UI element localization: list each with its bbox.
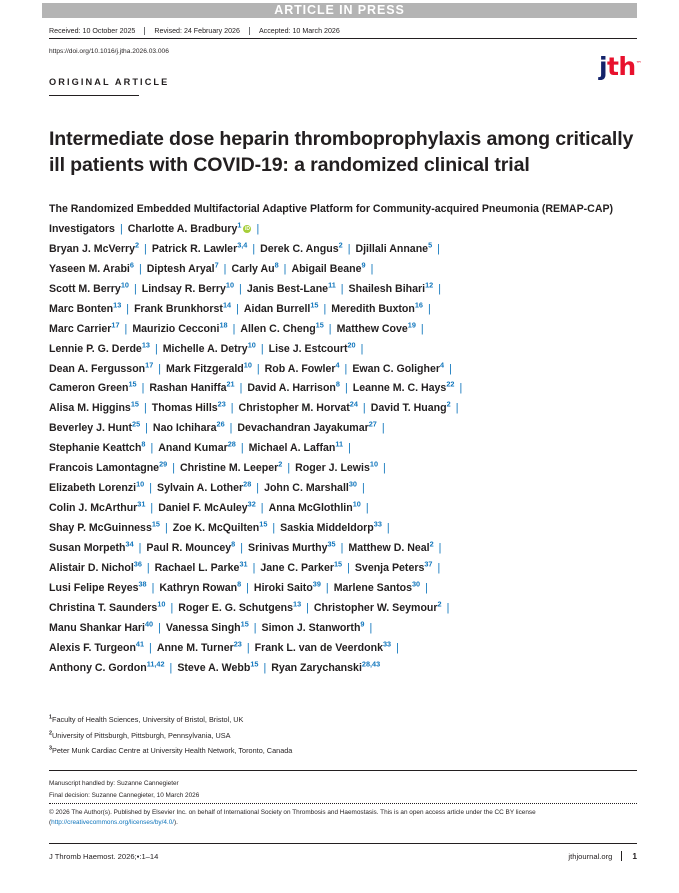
author-affiliation-marker: 36	[133, 559, 142, 569]
author-separator: |	[455, 402, 459, 415]
author-name: Rashan Haniffa	[149, 382, 227, 395]
author-affiliation-marker: 13	[113, 300, 122, 310]
author-separator: |	[229, 422, 233, 435]
author-name: Dean A. Fergusson	[49, 362, 146, 375]
author-line	[49, 619, 654, 639]
author-affiliation-marker: 25	[132, 419, 141, 429]
author-separator: |	[283, 262, 287, 275]
author-line	[49, 360, 654, 380]
author-separator: |	[158, 362, 162, 375]
author-name: David A. Harrison	[247, 382, 336, 395]
logo-j: j	[599, 52, 608, 81]
author-separator: |	[347, 242, 351, 255]
author-separator: |	[459, 382, 463, 395]
author-name: Alexis F. Turgeon	[49, 641, 136, 654]
author-separator: |	[386, 522, 390, 534]
author-affiliation-marker: 31	[137, 499, 146, 509]
author-separator: |	[223, 262, 227, 275]
author-separator: |	[246, 641, 250, 654]
kicker-divider	[49, 95, 139, 96]
author-name: Susan Morpeth	[49, 541, 126, 554]
author-name: Frank L. van de Veerdonk	[254, 641, 383, 654]
author-name: Simon J. Stanworth	[261, 621, 361, 634]
author-separator: |	[362, 402, 366, 415]
author-separator: |	[150, 502, 154, 515]
author-name: Bryan J. McVerry	[49, 242, 135, 255]
author-affiliation-marker: 28,43	[361, 659, 381, 669]
license-prefix: license (	[49, 809, 536, 827]
author-name: Shailesh Bihari	[348, 282, 426, 295]
author-affiliation-marker: 3,4	[237, 240, 248, 250]
author-line	[49, 599, 654, 619]
author-affiliation-marker: 10	[352, 499, 361, 509]
author-name: Colin J. McArthur	[49, 502, 138, 515]
author-separator: |	[347, 561, 350, 574]
author-affiliation-marker: 2	[446, 399, 451, 409]
author-separator: |	[340, 541, 344, 554]
author-separator: |	[272, 522, 276, 534]
author-separator: |	[239, 382, 243, 395]
affiliation-item	[49, 728, 639, 744]
author-line	[49, 399, 654, 419]
author-affiliation-marker: 15	[315, 320, 324, 330]
author-affiliation-marker: 17	[145, 359, 154, 369]
author-name: Marlene Santos	[333, 581, 412, 594]
affiliation-marker: 1	[49, 714, 52, 721]
author-separator: |	[252, 242, 256, 255]
author-separator: |	[420, 322, 424, 335]
author-separator: |	[239, 282, 242, 295]
author-separator: |	[438, 541, 442, 554]
author-line	[49, 539, 654, 559]
author-separator: |	[138, 262, 142, 275]
author-separator: |	[425, 581, 428, 594]
author-separator: |	[246, 581, 249, 594]
author-separator: |	[348, 442, 351, 455]
author-name: Srinivas Murthy	[248, 541, 328, 554]
author-affiliation-marker: 11	[335, 439, 344, 449]
footer-divider	[49, 843, 637, 844]
author-separator: |	[149, 482, 153, 495]
author-line	[49, 459, 654, 479]
author-separator: |	[240, 442, 244, 455]
copyright-notice	[49, 808, 639, 829]
page-title: Intermediate dose heparin thromboprophylaxis among critically ill patients with COVID-19: a randomized clinical trial	[49, 128, 634, 177]
author-name: Manu Shankar Hari	[49, 621, 145, 634]
author-affiliation-marker: 28	[227, 439, 236, 449]
author-affiliation-marker: 21	[226, 379, 235, 389]
author-separator: |	[172, 462, 175, 475]
author-separator: |	[149, 641, 152, 654]
author-affiliation-marker: 15	[333, 559, 343, 569]
author-separator: |	[138, 541, 142, 554]
author-affiliation-marker: 15	[240, 619, 249, 629]
author-separator: |	[232, 322, 236, 335]
author-affiliation-marker: 10	[120, 280, 129, 290]
author-affiliation-marker: 28	[243, 479, 252, 489]
author-affiliation-marker: 29	[159, 459, 168, 469]
author-affiliation-marker: 15	[128, 379, 137, 389]
author-separator: |	[263, 661, 267, 674]
jth-journal-logo[interactable]	[599, 54, 641, 79]
author-name: Lusi Felipe Reyes	[49, 581, 139, 594]
author-line	[49, 659, 654, 679]
author-affiliation-marker: 14	[222, 300, 232, 310]
author-name: Saskia Middeldorp	[280, 522, 374, 534]
author-name: Nao Ichihara	[152, 422, 217, 435]
author-name: Thomas Hills	[151, 402, 218, 415]
accepted-date: Accepted: 10 March 2026	[249, 27, 349, 35]
author-affiliation-marker: 30	[348, 479, 357, 489]
author-separator: |	[252, 561, 256, 574]
article-in-press-banner: ARTICLE IN PRESS	[42, 3, 637, 18]
footer-right-group	[568, 851, 637, 861]
author-affiliation-marker: 23	[217, 399, 226, 409]
author-name: Lennie P. G. Derde	[49, 342, 142, 355]
author-name: Aidan Burrell	[243, 302, 311, 315]
author-separator: |	[328, 322, 332, 335]
author-name: Patrick R. Lawler	[151, 242, 238, 255]
author-affiliation-marker: 18	[219, 320, 228, 330]
affiliation-text: Peter Munk Cardiac Centre at University Health Network, Toronto, Canada	[52, 746, 293, 756]
article-type-label: ORIGINAL ARTICLE	[49, 77, 170, 87]
author-affiliation-marker: 16	[414, 300, 423, 310]
author-affiliation-marker: 30	[412, 579, 421, 589]
author-affiliation-marker: 13	[293, 599, 302, 609]
author-affiliation-marker: 8	[335, 379, 340, 389]
author-name: Anthony C. Gordon	[49, 661, 147, 674]
author-name: Kathryn Rowan	[159, 581, 238, 594]
author-name: Francois Lamontagne	[49, 462, 160, 475]
author-affiliation-marker: 1	[237, 220, 242, 230]
author-name: Paul R. Mouncey	[146, 541, 232, 554]
author-affiliation-marker: 15	[259, 519, 268, 529]
author-affiliation-marker: 12	[425, 280, 434, 290]
author-affiliation-marker: 2	[278, 459, 283, 469]
author-affiliation-marker: 39	[312, 579, 321, 589]
affiliation-marker: 2	[49, 730, 52, 737]
logo-th: th	[607, 52, 636, 81]
author-name: Anna McGlothlin	[268, 502, 353, 515]
author-affiliation-marker: 35	[327, 539, 336, 549]
author-name: Alistair D. Nichol	[49, 561, 134, 574]
author-separator: |	[446, 601, 450, 614]
author-name: Rachael L. Parke	[154, 561, 240, 574]
author-name: Janis Best-Lane	[246, 282, 329, 295]
author-name: Christina T. Saunders	[49, 601, 158, 614]
author-affiliation-marker: 23	[233, 639, 242, 649]
author-separator: |	[369, 621, 373, 634]
author-affiliation-marker: 33	[382, 639, 392, 649]
author-name: Elizabeth Lorenzi	[49, 482, 137, 495]
author-name: David T. Huang	[370, 402, 447, 415]
author-affiliation-marker: 38	[138, 579, 147, 589]
author-separator: |	[143, 402, 147, 415]
author-separator: |	[360, 342, 364, 355]
author-line	[49, 439, 654, 459]
author-affiliation-marker: 20	[347, 340, 356, 350]
author-line	[49, 519, 654, 539]
author-name: Derek C. Angus	[260, 242, 339, 255]
author-separator: |	[287, 462, 291, 475]
author-separator: |	[344, 382, 348, 395]
author-affiliation-marker: 41	[135, 639, 145, 649]
author-separator: |	[146, 561, 150, 574]
author-line	[49, 579, 654, 599]
editorial-notes	[49, 778, 637, 801]
author-name: Vanessa Singh	[165, 621, 241, 634]
author-name: Lindsay R. Berry	[141, 282, 226, 295]
author-name: Mark Fitzgerald	[166, 362, 244, 375]
author-line	[49, 280, 654, 300]
author-affiliation-marker: 13	[141, 340, 150, 350]
author-affiliation-marker: 10	[369, 459, 379, 469]
author-separator: |	[164, 522, 168, 534]
author-affiliation-marker: 8	[274, 260, 279, 270]
author-separator: |	[260, 502, 264, 515]
license-suffix: ).	[174, 819, 178, 827]
author-group-line	[49, 200, 619, 240]
author-separator: |	[323, 302, 327, 315]
author-line	[49, 240, 654, 260]
affiliation-text: Faculty of Health Sciences, University of Bristol, Bristol, UK	[52, 715, 244, 724]
author-name: Roger J. Lewis	[295, 462, 370, 475]
author-affiliation-marker: 32	[247, 499, 256, 509]
author-name: Allen C. Cheng	[240, 322, 316, 335]
author-name: Ryan Zarychanski	[271, 661, 362, 674]
author-affiliation-marker: 11	[328, 280, 336, 290]
author-affiliation-marker: 15	[250, 659, 259, 669]
author-affiliation-marker: 27	[368, 419, 377, 429]
author-separator: |	[141, 382, 145, 395]
author-name: Matthew D. Neal	[348, 541, 430, 554]
author-separator: |	[370, 262, 374, 275]
author-separator: |	[240, 541, 243, 554]
author-affiliation-marker: 10	[243, 359, 252, 369]
doi-link[interactable]: https://doi.org/10.1016/j.jtha.2026.03.006	[49, 48, 169, 55]
author-separator: |	[256, 482, 260, 495]
author-line	[49, 340, 654, 360]
author-separator: |	[169, 661, 173, 674]
author-name: Shay P. McGuinness	[49, 522, 152, 534]
author-affiliation-marker: 4	[440, 359, 445, 369]
author-affiliation-marker: 2	[338, 240, 343, 250]
author-affiliation-marker: 10	[247, 340, 256, 350]
author-separator: |	[230, 402, 234, 415]
author-affiliation-marker: 31	[239, 559, 248, 569]
author-affiliation-marker: 9	[361, 260, 366, 270]
author-separator: |	[253, 621, 257, 634]
author-separator: |	[437, 561, 441, 574]
author-separator: |	[154, 342, 158, 355]
author-name: Marc Carrier	[49, 322, 112, 335]
author-separator: |	[427, 302, 431, 315]
received-date: Received: 10 October 2025	[49, 27, 136, 35]
author-affiliation-marker: 15	[151, 519, 160, 529]
author-name: Cameron Green	[49, 382, 129, 395]
author-affiliation-marker: 2	[429, 539, 434, 549]
author-line	[49, 479, 654, 499]
author-separator: |	[437, 242, 440, 255]
author-name: Daniel F. McAuley	[158, 502, 248, 515]
author-affiliation-marker: 33	[373, 519, 382, 529]
author-affiliation-marker: 2	[134, 240, 140, 250]
author-name: Ewan C. Goligher	[352, 362, 441, 375]
author-name: Devachandran Jayakumar	[237, 422, 369, 435]
author-affiliation-marker: 15	[310, 300, 319, 310]
author-name: Christopher M. Horvat	[238, 402, 350, 415]
author-separator: |	[306, 601, 309, 614]
author-separator: |	[126, 302, 130, 315]
affiliation-list	[49, 712, 639, 759]
author-affiliation-marker: 8	[141, 439, 146, 449]
author-name: Jane C. Parker	[260, 561, 334, 574]
author-line	[49, 260, 654, 280]
author-name: Roger E. G. Schutgens	[178, 601, 294, 614]
author-name: Stephanie Keattch	[49, 442, 142, 455]
license-url[interactable]: http://creativecommons.org/licenses/by/4.0/	[51, 819, 175, 827]
author-name: Sylvain A. Lother	[157, 482, 244, 495]
author-line	[49, 559, 654, 579]
author-name: Djillali Annane	[355, 242, 429, 255]
author-name: Meredith Buxton	[331, 302, 415, 315]
author-separator: |	[145, 422, 148, 435]
author-separator: |	[144, 242, 147, 255]
author-separator: |	[365, 502, 369, 515]
author-name: Carly Au	[231, 262, 275, 275]
investigator-group-name: The Randomized Embedded Multifactorial Adaptive Platform for Community-acquired Pneumonia (REMAP-CAP) Investigators	[49, 203, 614, 235]
author-name: Michelle A. Detry	[162, 342, 248, 355]
author-name: Abigail Beane	[291, 262, 362, 275]
author-line	[49, 320, 654, 340]
revised-date: Revised: 24 February 2026	[144, 27, 249, 35]
author-name: Charlotte A. Bradbury	[127, 222, 238, 235]
author-separator: |	[256, 222, 260, 235]
page-footer	[49, 851, 637, 861]
author-separator: |	[260, 342, 264, 355]
author-separator: |	[133, 282, 137, 295]
author-name: Beverley J. Hunt	[49, 422, 133, 435]
author-list	[49, 200, 654, 679]
author-separator: |	[119, 222, 123, 235]
author-name: Diptesh Aryal	[146, 262, 215, 275]
copyright-text: © 2026 The Author(s). Published by Elsevier Inc. on behalf of International Society on Thrombosis and Haemostasis. This is an open access article under the CC BY	[49, 809, 514, 816]
author-affiliation-marker: 2	[437, 599, 442, 609]
author-name: John C. Marshall	[264, 482, 349, 495]
author-separator: |	[344, 362, 348, 375]
journal-website[interactable]: jthjournal.org	[568, 851, 613, 861]
author-affiliation-marker: 9	[360, 619, 365, 629]
author-separator: |	[449, 362, 452, 375]
author-affiliation-marker: 8	[231, 539, 236, 549]
author-affiliation-marker: 24	[349, 399, 358, 409]
manuscript-handled-by: Manuscript handled by: Suzanne Cannegieter	[49, 780, 179, 787]
logo-trademark: ™	[635, 60, 641, 68]
author-line	[49, 639, 654, 659]
author-separator: |	[236, 302, 239, 315]
author-name: Lise J. Estcourt	[268, 342, 348, 355]
final-decision: Final decision: Suzanne Cannegieter, 10 March 2026	[49, 791, 200, 799]
author-affiliation-marker: 40	[144, 619, 154, 629]
author-name: Hiroki Saito	[253, 581, 313, 594]
author-affiliation-marker: 17	[111, 320, 120, 330]
author-name: Zoe K. McQuilten	[172, 522, 260, 534]
author-line	[49, 499, 654, 519]
author-separator: |	[124, 322, 128, 335]
author-separator: |	[383, 462, 386, 475]
author-affiliation-marker: 8	[237, 579, 242, 589]
author-affiliation-marker: 11,42	[146, 659, 165, 669]
author-name: Scott M. Berry	[49, 282, 121, 295]
editorial-divider	[49, 770, 637, 771]
author-name: Svenja Peters	[354, 561, 425, 574]
author-affiliation-marker: 10	[136, 479, 145, 489]
author-name: Christopher W. Seymour	[313, 601, 438, 614]
author-affiliation-marker: 10	[225, 280, 235, 290]
author-name: Rob A. Fowler	[264, 362, 336, 375]
author-affiliation-marker: 7	[214, 260, 219, 270]
author-separator: |	[170, 601, 174, 614]
author-name: Michael A. Laffan	[248, 442, 336, 455]
author-affiliation-marker: 26	[216, 419, 225, 429]
author-name: Alisa M. Higgins	[49, 402, 131, 415]
author-name: Anand Kumar	[158, 442, 228, 455]
author-name: Anne M. Turner	[156, 641, 234, 654]
author-separator: |	[438, 282, 441, 295]
author-affiliation-marker: 15	[130, 399, 139, 409]
affiliation-item	[49, 743, 639, 759]
affiliation-text: University of Pittsburgh, Pittsburgh, Pennsylvania, USA	[52, 730, 231, 740]
author-name: Frank Brunkhorst	[134, 302, 223, 315]
author-affiliation-marker: 4	[335, 359, 340, 369]
author-separator: |	[396, 641, 399, 654]
author-name: Leanne M. C. Hays	[352, 382, 447, 395]
author-affiliation-marker: 34	[125, 539, 134, 549]
author-separator: |	[256, 362, 260, 375]
author-name: Maurizio Cecconi	[132, 322, 220, 335]
author-name: Christine M. Leeper	[179, 462, 279, 475]
author-separator: |	[340, 282, 344, 295]
author-line	[49, 419, 654, 439]
author-separator: |	[150, 442, 154, 455]
affiliation-marker: 3	[49, 745, 52, 752]
author-affiliation-marker: 10	[157, 599, 166, 609]
author-affiliation-marker: 19	[407, 320, 416, 330]
author-name: Yaseen M. Arabi	[49, 262, 130, 275]
orcid-icon[interactable]	[243, 225, 251, 233]
author-affiliation-marker: 37	[424, 559, 433, 569]
author-line	[49, 300, 654, 320]
author-affiliation-marker: 22	[446, 379, 455, 389]
author-affiliation-marker: 6	[129, 260, 134, 270]
author-separator: |	[325, 581, 329, 594]
page-number: 1	[621, 851, 637, 861]
author-affiliation-marker: 5	[428, 240, 433, 250]
journal-citation: J Thromb Haemost. 2026;▪:1–14	[49, 851, 159, 861]
author-name: Marc Bonten	[49, 302, 114, 315]
author-separator: |	[158, 621, 161, 634]
article-history	[49, 27, 637, 39]
author-separator: |	[361, 482, 365, 495]
author-name: Steve A. Webb	[177, 661, 251, 674]
author-separator: |	[381, 422, 385, 435]
author-name: Matthew Cove	[336, 322, 408, 335]
copyright-divider	[49, 803, 637, 804]
author-line	[49, 379, 654, 399]
affiliation-item	[49, 712, 639, 728]
author-separator: |	[151, 581, 155, 594]
